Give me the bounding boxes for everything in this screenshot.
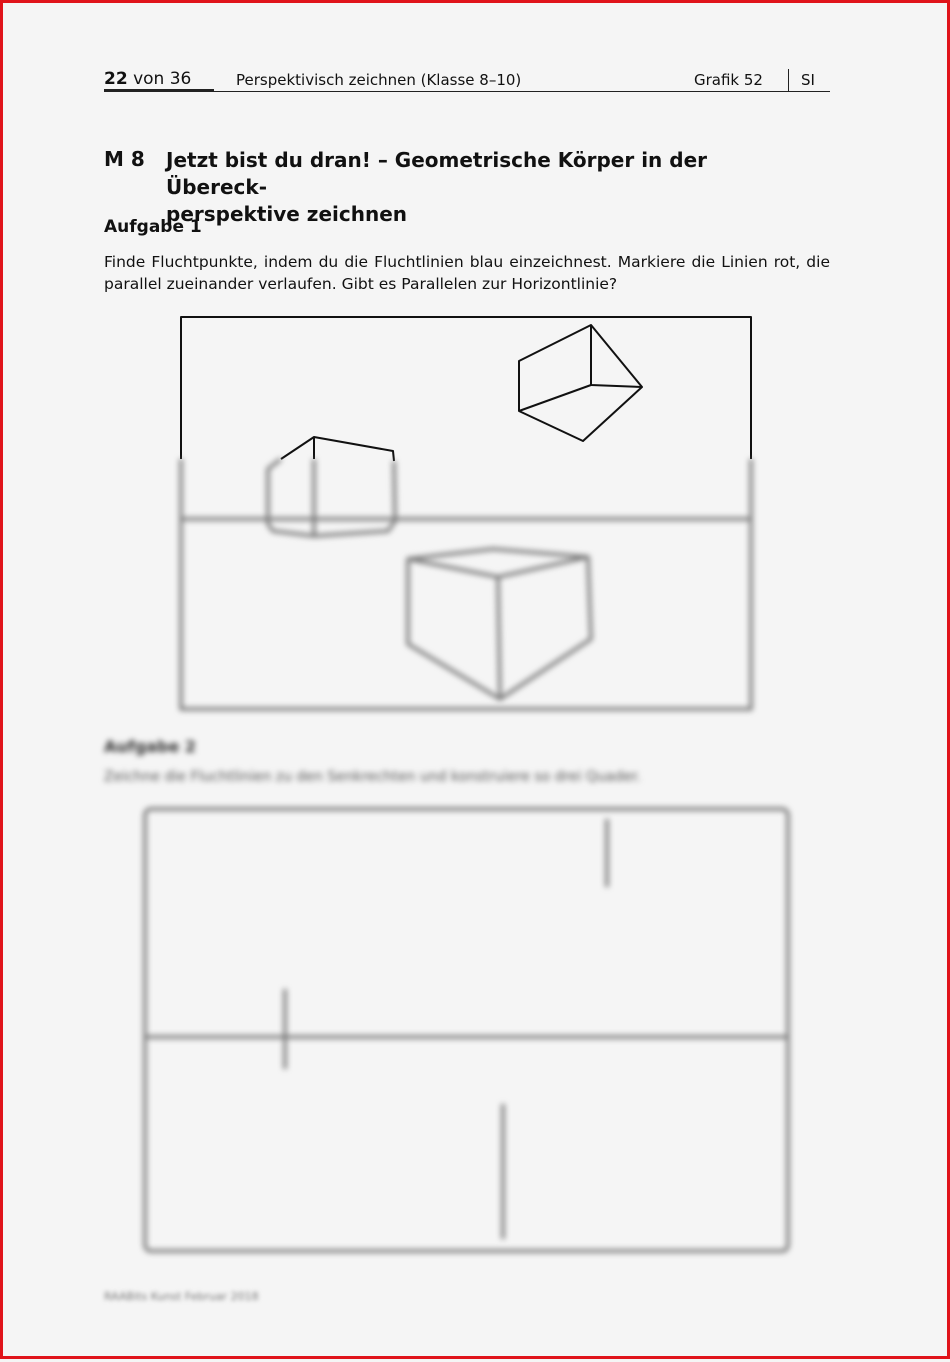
figure1-frame-top: [181, 317, 751, 459]
grafik-label: Grafik 52: [694, 71, 763, 89]
cube-left-top: [281, 437, 394, 461]
task2-text: Zeichne die Fluchtlinien zu den Senkrechten und konstruiere so drei Quader.: [104, 769, 641, 785]
figure2-frame: [145, 809, 788, 1251]
cube-left: [268, 459, 395, 536]
cube-bottom: [408, 549, 591, 699]
task2-heading: Aufgabe 2: [104, 737, 196, 756]
header-divider: [788, 69, 789, 92]
document-title: Perspektivisch zeichnen (Klasse 8–10): [236, 71, 522, 89]
page-header: [104, 69, 830, 93]
level-label: SI: [801, 71, 815, 89]
page-number: [104, 69, 191, 89]
material-title-line1: Jetzt bist du dran! – Geometrische Körper in der Übereck-: [166, 148, 707, 199]
header-rule-accent: [104, 89, 214, 92]
perspective-figure-1: [173, 309, 763, 719]
perspective-figure-2: [135, 799, 800, 1264]
page-current: 22: [104, 69, 128, 89]
material-title: [166, 147, 806, 228]
material-label: M 8: [104, 147, 145, 171]
worksheet-page: [3, 3, 950, 1362]
cube-top-right: [519, 325, 642, 441]
task1-text: Finde Fluchtpunkte, indem du die Fluchtlinien blau einzeichnest. Markiere die Linien rot, die parallel zueinander verlaufen. Gibt es Parallelen zur Horizontlinie?: [104, 253, 830, 293]
material-title-line2: perspektive zeichnen: [166, 202, 408, 226]
task1-heading: Aufgabe 1: [104, 217, 202, 237]
page-footer: RAABits Kunst Februar 2018: [104, 1290, 259, 1303]
page-total: von 36: [133, 69, 192, 89]
